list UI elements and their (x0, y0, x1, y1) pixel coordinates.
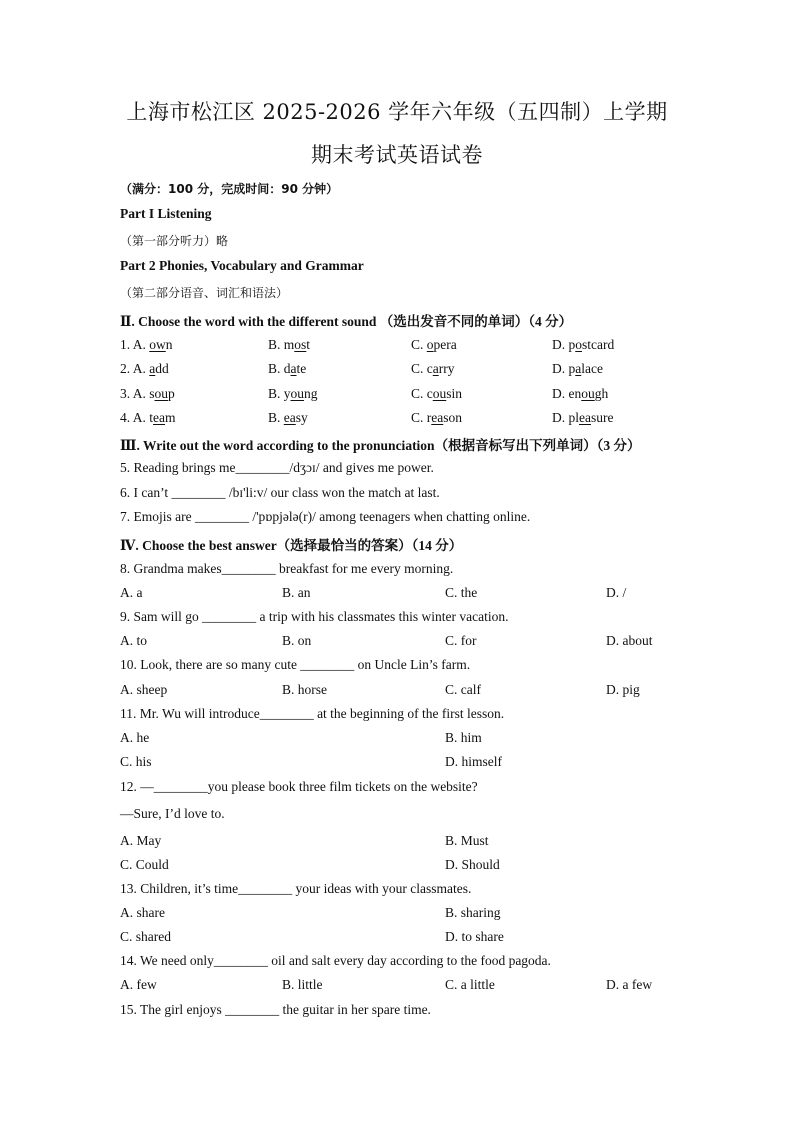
section3-heading: Ⅲ. Write out the word according to the pronunciation（根据音标写出下列单词）（3 分） (120, 438, 641, 453)
q13-option-b: B. sharing (445, 905, 501, 920)
section2-heading: Ⅱ. Choose the word with the different sound （选出发音不同的单词）（4 分） (120, 314, 573, 329)
option-a: 4. A. team (120, 410, 176, 425)
q14-option-c: C. a little (445, 977, 495, 992)
q13-option-d: D. to share (445, 929, 504, 944)
option-a: 2. A. add (120, 361, 169, 376)
q11-option-b: B. him (445, 730, 482, 745)
question-11: 11. Mr. Wu will introduce________ at the beginning of the first lesson. (120, 706, 505, 721)
q8-option-b: B. an (282, 585, 311, 600)
question-15: 15. The girl enjoys ________ the guitar in her spare time. (120, 1002, 431, 1017)
q10-option-b: B. horse (282, 682, 327, 697)
exam-title-line-2: 期末考试英语试卷 (311, 143, 483, 167)
option-b: B. easy (268, 410, 308, 425)
option-a: 1. A. own (120, 337, 173, 352)
q12-option-b: B. Must (445, 833, 489, 848)
question-9: 9. Sam will go ________ a trip with his classmates this winter vacation. (120, 609, 509, 624)
q12-option-a: A. May (120, 833, 162, 848)
q8-option-d: D. / (606, 585, 627, 600)
q9-option-d: D. about (606, 633, 653, 648)
part2-note: （第二部分语音、词汇和语法） (120, 286, 289, 300)
q10-option-d: D. pig (606, 682, 640, 697)
option-b: B. young (268, 386, 318, 401)
exam-title-line-1: 上海市松江区 2025-2026 学年六年级（五四制）上学期 (126, 100, 668, 124)
question-8: 8. Grandma makes________ breakfast for me every morning. (120, 561, 454, 576)
question-7: 7. Emojis are ________ /'pɒpjələ(r)/ among teenagers when chatting online. (120, 509, 531, 524)
q10-option-c: C. calf (445, 682, 481, 697)
q8-option-c: C. the (445, 585, 478, 600)
q13-option-c: C. shared (120, 929, 171, 944)
option-b: B. date (268, 361, 307, 376)
question-10: 10. Look, there are so many cute ________ on Uncle Lin’s farm. (120, 657, 471, 672)
option-d: D. enough (552, 386, 609, 401)
option-d: D. pleasure (552, 410, 614, 425)
question-14: 14. We need only________ oil and salt every day according to the food pagoda. (120, 953, 551, 968)
question-6: 6. I can’t ________ /bɪ'li:v/ our class won the match at last. (120, 485, 440, 500)
option-d: D. postcard (552, 337, 615, 352)
q12-option-d: D. Should (445, 857, 500, 872)
q13-option-a: A. share (120, 905, 165, 920)
part2-heading: Part 2 Phonies, Vocabulary and Grammar (120, 258, 364, 273)
q11-option-c: C. his (120, 754, 152, 769)
question-13: 13. Children, it’s time________ your ideas with your classmates. (120, 881, 472, 896)
question-5: 5. Reading brings me________/dʒɔɪ/ and gives me power. (120, 460, 434, 475)
part1-heading: Part I Listening (120, 206, 212, 221)
part1-note: （第一部分听力）略 (120, 234, 229, 248)
option-c: C. cousin (411, 386, 463, 401)
q9-option-b: B. on (282, 633, 312, 648)
q10-option-a: A. sheep (120, 682, 168, 697)
q9-option-a: A. to (120, 633, 147, 648)
option-c: C. opera (411, 337, 457, 352)
q12-option-c: C. Could (120, 857, 169, 872)
option-d: D. palace (552, 361, 603, 376)
question-12: 12. —________you please book three film tickets on the website? (120, 779, 478, 794)
q9-option-c: C. for (445, 633, 477, 648)
option-a: 3. A. soup (120, 386, 175, 401)
question-12-reply: —Sure, I’d love to. (120, 806, 225, 821)
option-c: C. reason (411, 410, 462, 425)
section4-heading: Ⅳ. Choose the best answer（选择最恰当的答案）（14 分） (120, 538, 463, 553)
q14-option-d: D. a few (606, 977, 653, 992)
q11-option-a: A. he (120, 730, 150, 745)
exam-meta: （满分：100 分，完成时间：90 分钟） (120, 182, 339, 196)
option-b: B. most (268, 337, 311, 352)
option-c: C. carry (411, 361, 455, 376)
q11-option-d: D. himself (445, 754, 502, 769)
q14-option-a: A. few (120, 977, 157, 992)
q8-option-a: A. a (120, 585, 143, 600)
q14-option-b: B. little (282, 977, 323, 992)
